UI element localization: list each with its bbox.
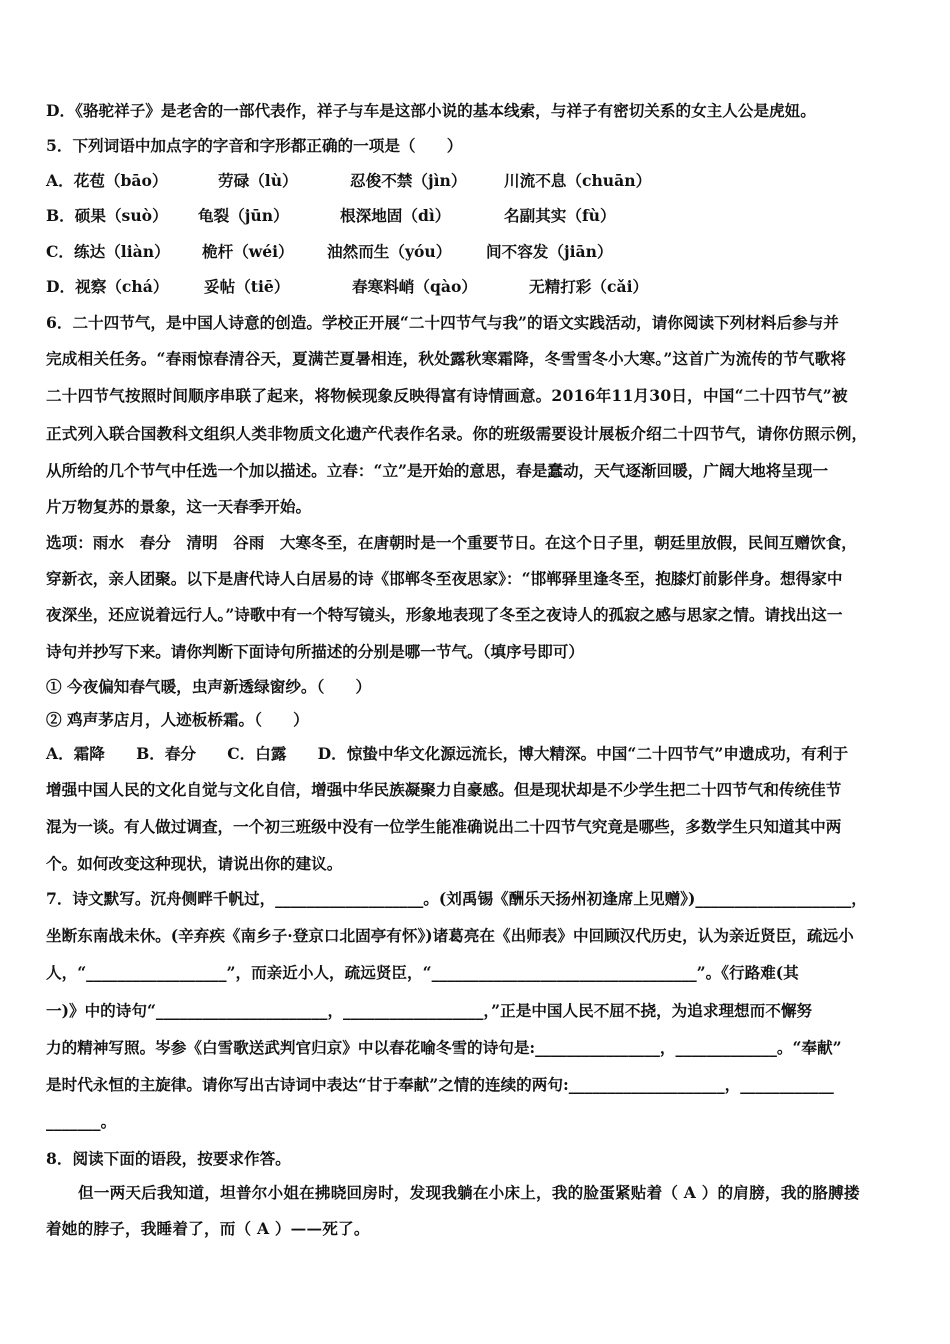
option-d-word-4: 无精打彩（cǎi） — [529, 277, 649, 296]
option-d-word-2: 妥帖（tiē） — [204, 277, 290, 296]
q7-line-1: 7．诗文默写。沉舟侧畔千帆过，___________________。(刘禹锡《酬乐天扬州初逢席上见赠》)____________________， — [46, 889, 867, 908]
option-a-word-1: A．花苞（bāo） — [46, 171, 168, 190]
option-b-word-4: 名副其实（fù） — [504, 206, 616, 225]
q6-line-7: 选项：雨水 春分 清明 谷雨 大寒冬至，在唐朝时是一个重要节日。在这个日子里，朝廷里放假，民间互赠饮食， — [46, 533, 857, 552]
q6-line-10: 诗句并抄写下来。请你判断下面诗句所描述的分别是哪一节气。（填序号即可） — [46, 642, 584, 661]
option-b-word-1: B．硕果（suò） — [46, 206, 168, 225]
q6-line-1: 6．二十四节气，是中国人诗意的创造。学校正开展“二十四节气与我”的语文实践活动，请你阅读下列材料后参与并 — [46, 313, 839, 332]
q6-line-13: A．霜降 B．春分 C．白露 D．惊蛰中华文化源远流长，博大精深。中国“二十四节气”申遗成功，有利于 — [46, 744, 849, 763]
q7-line-6: 是时代永恒的主旋律。请你写出古诗词中表达“甘于奉献”之情的连续的两句:____________________，____________ — [46, 1075, 834, 1094]
q7-line-2: 坐断东南战未休。(辛弃疾《南乡子·登京口北固亭有怀》)诸葛亮在《出师表》中回顾汉代历史，认为亲近贤臣，疏远小 — [46, 926, 854, 945]
q6-line-14: 增强中国人民的文化自觉与文化自信，增强中华民族凝聚力自豪感。但是现状却是不少学生把二十四节气和传统佳节 — [46, 780, 842, 799]
q8-stem: 8．阅读下面的语段，按要求作答。 — [46, 1149, 291, 1168]
option-c-word-1: C．练达（liàn） — [46, 242, 170, 261]
q6-line-16: 个。如何改变这种现状，请说出你的建议。 — [46, 854, 343, 873]
option-a-word-2: 劳碌（lù） — [218, 171, 298, 190]
q8-passage-line-2: 着她的脖子，我睡着了，而（ A ）——死了。 — [46, 1219, 370, 1238]
option-c-word-4: 间不容发（jiān） — [486, 242, 613, 261]
q7-line-7: _______。 — [46, 1112, 117, 1131]
q6-line-4: 正式列入联合国教科文组织人类非物质文化遗产代表作名录。你的班级需要设计展板介绍二十四节气，请你仿照示例， — [46, 424, 868, 443]
q7-line-5: 力的精神写照。岑参《白雪歌送武判官归京》中以春花喻冬雪的诗句是:________________，_____________。“奉献” — [46, 1038, 842, 1057]
q7-line-4: 一)》中的诗句“______________________，__________________，”正是中国人民不屈不挠，为追求理想而不懈努 — [46, 1001, 813, 1020]
q8-passage-line-1: 但一两天后我知道，坦普尔小姐在拂晓回房时，发现我躺在小床上，我的脸蛋紧贴着（ A ）的肩膀，我的胳膊搂 — [78, 1183, 860, 1202]
option-a-word-4: 川流不息（chuān） — [504, 171, 652, 190]
option-c-word-3: 油然而生（yóu） — [327, 242, 452, 261]
q7-line-3: 人，“__________________”，而亲近小人，疏远贤臣，“__________________________________”。《行路难(其 — [46, 963, 799, 982]
option-d-word-1: D．视察（chá） — [46, 277, 169, 296]
option-b-word-2: 龟裂（jūn） — [198, 206, 289, 225]
option-a-word-3: 忍俊不禁（jìn） — [350, 171, 467, 190]
q5-option-b — [46, 206, 616, 226]
q6-line-15: 混为一谈。有人做过调查，一个初三班级中没有一位学生能准确说出二十四节气究竟是哪些，多数学生只知道其中两 — [46, 817, 842, 836]
q6-poem-1: ① 今夜偏知春气暖，虫声新透绿窗纱。（ ） — [46, 677, 372, 696]
q6-poem-2: ② 鸡声茅店月，人迹板桥霜。（ ） — [46, 710, 309, 729]
q6-line-8: 穿新衣，亲人团聚。以下是唐代诗人白居易的诗《邯郸冬至夜思家》：“邯郸驿里逢冬至，抱膝灯前影伴身。想得家中 — [46, 569, 843, 588]
q6-line-5: 从所给的几个节气中任选一个加以描述。立春：“立”是开始的意思，春是蠢动，天气逐渐回暖，广阔大地将呈现一 — [46, 461, 829, 480]
q6-line-3: 二十四节气按照时间顺序串联了起来，将物候现象反映得富有诗情画意。2016年11月30日，中国“二十四节气”被 — [46, 386, 848, 405]
q5-option-a — [46, 171, 651, 191]
q6-line-2: 完成相关任务。“春雨惊春清谷天，夏满芒夏暑相连，秋处露秋寒霜降，冬雪雪冬小大寒。”这首广为流传的节气歌将 — [46, 349, 847, 368]
q5-option-d — [46, 277, 648, 297]
q5-stem: 5．下列词语中加点字的字音和字形都正确的一项是（ ） — [46, 136, 463, 155]
q5-option-c — [46, 242, 613, 262]
option-b-word-3: 根深地固（dì） — [340, 206, 451, 225]
option-d-word-3: 春寒料峭（qào） — [352, 277, 477, 296]
q6-line-6: 片万物复苏的景象，这一天春季开始。 — [46, 497, 312, 516]
q4-option-d: D．《骆驼祥子》是老舍的一部代表作，祥子与车是这部小说的基本线索，与祥子有密切关系的女主人公是虎妞。 — [46, 101, 816, 120]
q6-line-9: 夜深坐，还应说着远行人。”诗歌中有一个特写镜头，形象地表现了冬至之夜诗人的孤寂之感与思家之情。请找出这一 — [46, 605, 843, 624]
option-c-word-2: 桅杆（wéi） — [202, 242, 294, 261]
